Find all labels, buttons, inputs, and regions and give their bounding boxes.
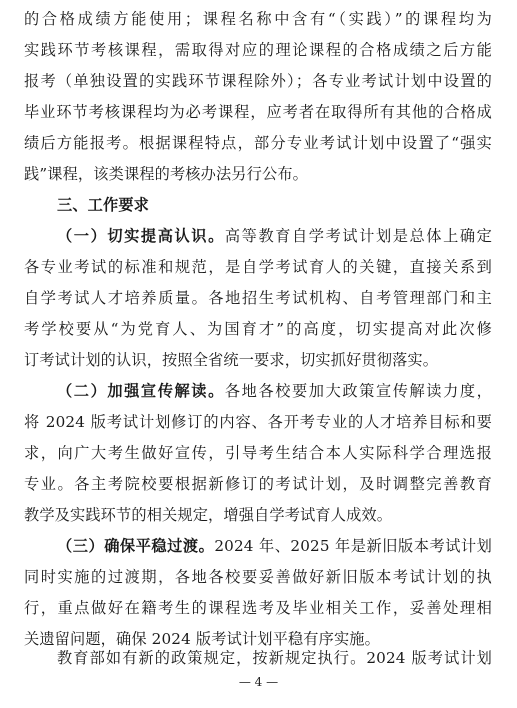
item-first-line-text: 各地各校要加大政策宣传解读力度， bbox=[224, 382, 493, 400]
section-heading: 三、工作要求 bbox=[57, 196, 150, 214]
paragraph-line: 绩后方能报考。根据课程特点，部分专业考试计划中设置了“强实 bbox=[24, 134, 492, 152]
paragraph-line: 各专业考试的标准和规范，是自学考试育人的关键，直接关系到 bbox=[24, 258, 492, 276]
paragraph-line: 订考试计划的认识，按照全省统一要求，切实抓好贯彻落实。 bbox=[24, 351, 439, 369]
item-first-line bbox=[57, 221, 492, 252]
paragraph-line: 毕业环节考核课程均为必考课程，应考者在取得所有其他的合格成 bbox=[24, 103, 492, 121]
item-lead: （二）加强宣传解读。 bbox=[57, 382, 225, 400]
item-first-line-text: 2024 年、2025 年是新旧版本考试计划 bbox=[214, 537, 492, 555]
paragraph-line: 考学校要从“为党育人、为国育才”的高度，切实提高对此次修 bbox=[24, 320, 492, 338]
item-first-line bbox=[57, 376, 492, 407]
item-lead: （一）切实提高认识。 bbox=[57, 227, 225, 245]
page-number: — 4 — bbox=[238, 675, 279, 689]
paragraph-line: 自学考试人才培养质量。各地招生考试机构、自考管理部门和主 bbox=[24, 289, 492, 307]
paragraph-line: 的合格成绩方能使用；课程名称中含有“（实践）”的课程均为 bbox=[24, 10, 492, 28]
paragraph-line: 报考（单独设置的实践环节课程除外）；各专业考试计划中设置的 bbox=[24, 72, 492, 90]
paragraph-line: 同时实施的过渡期，各地各校要妥善做好新旧版本考试计划的执 bbox=[24, 568, 492, 586]
item-lead: （三）确保平稳过渡。 bbox=[57, 537, 215, 555]
item-first-line-text: 高等教育自学考试计划是总体上确定 bbox=[224, 227, 493, 245]
paragraph-line: 专业。各主考院校要根据新修订的考试计划，及时调整完善教育 bbox=[24, 475, 492, 493]
closing-line: 教育部如有新的政策规定，按新规定执行。2024 版考试计划 bbox=[57, 649, 492, 667]
paragraph-line: 关遗留问题，确保 2024 版考试计划平稳有序实施。 bbox=[24, 630, 380, 648]
paragraph-line: 教学及实践环节的相关规定，增强自学考试育人成效。 bbox=[24, 506, 393, 524]
paragraph-line: 将 2024 版考试计划修订的内容、各开考专业的人才培养目标和要 bbox=[24, 413, 492, 431]
paragraph-line: 践”课程，该类课程的考核办法另行公布。 bbox=[24, 165, 308, 183]
paragraph-line: 行，重点做好在籍考生的课程选考及毕业相关工作，妥善处理相 bbox=[24, 599, 492, 617]
paragraph-line: 求，向广大考生做好宣传，引导考生结合本人实际科学合理选报 bbox=[24, 444, 492, 462]
paragraph-line: 实践环节考核课程，需取得对应的理论课程的合格成绩之后方能 bbox=[24, 41, 492, 59]
item-first-line bbox=[57, 531, 492, 562]
